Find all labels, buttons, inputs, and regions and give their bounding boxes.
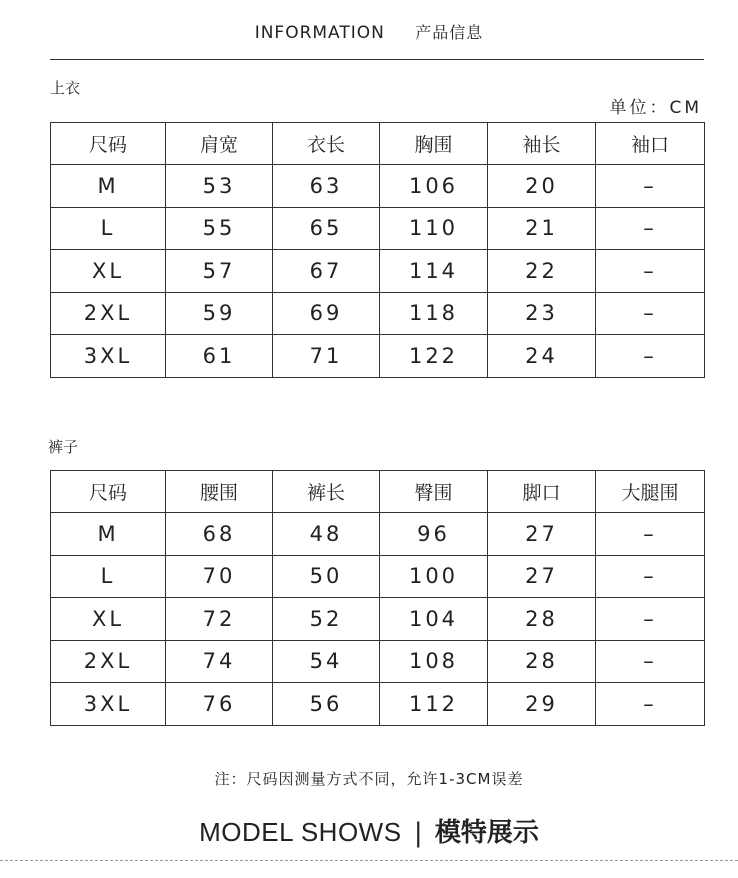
column-header: 臀围 bbox=[380, 471, 488, 513]
table-cell: 108 bbox=[380, 640, 488, 683]
table-cell: 106 bbox=[380, 165, 488, 208]
table-row bbox=[51, 598, 705, 641]
table-cell: 61 bbox=[166, 335, 273, 378]
column-header: 腰围 bbox=[166, 471, 273, 513]
table-row bbox=[51, 165, 705, 208]
table-cell: 27 bbox=[488, 513, 596, 556]
table-cell: 104 bbox=[380, 598, 488, 641]
table-cell: 48 bbox=[273, 513, 380, 556]
table-cell: 122 bbox=[380, 335, 488, 378]
unit-label: 单位：CM bbox=[609, 98, 702, 118]
table-cell: 3XL bbox=[51, 683, 166, 726]
table-cell: – bbox=[596, 683, 705, 726]
table-row bbox=[51, 335, 705, 378]
table-cell: – bbox=[596, 335, 705, 378]
table-cell: – bbox=[596, 640, 705, 683]
table-cell: 63 bbox=[273, 165, 380, 208]
measurement-note: 注：尺码因测量方式不同，允许1-3CM误差 bbox=[214, 770, 524, 788]
table-cell: 52 bbox=[273, 598, 380, 641]
table-cell: 100 bbox=[380, 555, 488, 598]
table-cell: 3XL bbox=[51, 335, 166, 378]
table-cell: – bbox=[596, 292, 705, 335]
table-cell: 76 bbox=[166, 683, 273, 726]
column-header: 袖口 bbox=[596, 123, 705, 165]
column-header: 裤长 bbox=[273, 471, 380, 513]
footer-separator: | bbox=[413, 818, 423, 848]
table-cell: 68 bbox=[166, 513, 273, 556]
table-cell: 50 bbox=[273, 555, 380, 598]
table-cell: 96 bbox=[380, 513, 488, 556]
footer-title-en: MODEL SHOWS bbox=[199, 817, 402, 847]
table-cell: 74 bbox=[166, 640, 273, 683]
table-cell: 70 bbox=[166, 555, 273, 598]
table-cell: XL bbox=[51, 250, 166, 293]
table-cell: – bbox=[596, 207, 705, 250]
table-cell: 55 bbox=[166, 207, 273, 250]
column-header: 胸围 bbox=[380, 123, 488, 165]
table-cell: 57 bbox=[166, 250, 273, 293]
table-cell: L bbox=[51, 207, 166, 250]
pants-section-label: 裤子 bbox=[48, 438, 79, 456]
table-header-row bbox=[51, 123, 705, 165]
table-row bbox=[51, 555, 705, 598]
table-row bbox=[51, 207, 705, 250]
table-row bbox=[51, 640, 705, 683]
table-cell: 24 bbox=[488, 335, 596, 378]
table-cell: 114 bbox=[380, 250, 488, 293]
table-cell: – bbox=[596, 555, 705, 598]
table-cell: 118 bbox=[380, 292, 488, 335]
table-header-row bbox=[51, 471, 705, 513]
table-cell: XL bbox=[51, 598, 166, 641]
table-row bbox=[51, 250, 705, 293]
page-header bbox=[0, 20, 738, 43]
table-cell: 59 bbox=[166, 292, 273, 335]
table-cell: 22 bbox=[488, 250, 596, 293]
table-cell: 112 bbox=[380, 683, 488, 726]
table-cell: 27 bbox=[488, 555, 596, 598]
header-divider bbox=[50, 59, 704, 60]
column-header: 尺码 bbox=[51, 471, 166, 513]
column-header: 尺码 bbox=[51, 123, 166, 165]
table-cell: 53 bbox=[166, 165, 273, 208]
table-cell: – bbox=[596, 598, 705, 641]
table-cell: – bbox=[596, 250, 705, 293]
header-title-cn: 产品信息 bbox=[415, 23, 484, 42]
table-cell: M bbox=[51, 165, 166, 208]
table-cell: 29 bbox=[488, 683, 596, 726]
column-header: 衣长 bbox=[273, 123, 380, 165]
table-cell: 23 bbox=[488, 292, 596, 335]
column-header: 袖长 bbox=[488, 123, 596, 165]
table-row bbox=[51, 513, 705, 556]
footer-title-cn: 模特展示 bbox=[434, 818, 539, 848]
dashed-divider bbox=[0, 860, 738, 861]
table-cell: – bbox=[596, 165, 705, 208]
table-row bbox=[51, 292, 705, 335]
table-cell: 67 bbox=[273, 250, 380, 293]
header-title-en: INFORMATION bbox=[254, 23, 385, 43]
column-header: 肩宽 bbox=[166, 123, 273, 165]
table-cell: L bbox=[51, 555, 166, 598]
table-row bbox=[51, 683, 705, 726]
table-cell: M bbox=[51, 513, 166, 556]
table-cell: 72 bbox=[166, 598, 273, 641]
table-cell: 2XL bbox=[51, 640, 166, 683]
column-header: 大腿围 bbox=[596, 471, 705, 513]
table-cell: 65 bbox=[273, 207, 380, 250]
top-size-table bbox=[50, 122, 705, 378]
table-cell: 2XL bbox=[51, 292, 166, 335]
top-section-label: 上衣 bbox=[50, 79, 81, 97]
table-cell: – bbox=[596, 513, 705, 556]
table-cell: 110 bbox=[380, 207, 488, 250]
model-shows-title bbox=[0, 812, 738, 849]
table-cell: 54 bbox=[273, 640, 380, 683]
pants-size-table bbox=[50, 470, 705, 726]
table-cell: 69 bbox=[273, 292, 380, 335]
column-header: 脚口 bbox=[488, 471, 596, 513]
table-cell: 56 bbox=[273, 683, 380, 726]
table-cell: 28 bbox=[488, 640, 596, 683]
table-cell: 28 bbox=[488, 598, 596, 641]
table-cell: 21 bbox=[488, 207, 596, 250]
table-cell: 71 bbox=[273, 335, 380, 378]
table-cell: 20 bbox=[488, 165, 596, 208]
